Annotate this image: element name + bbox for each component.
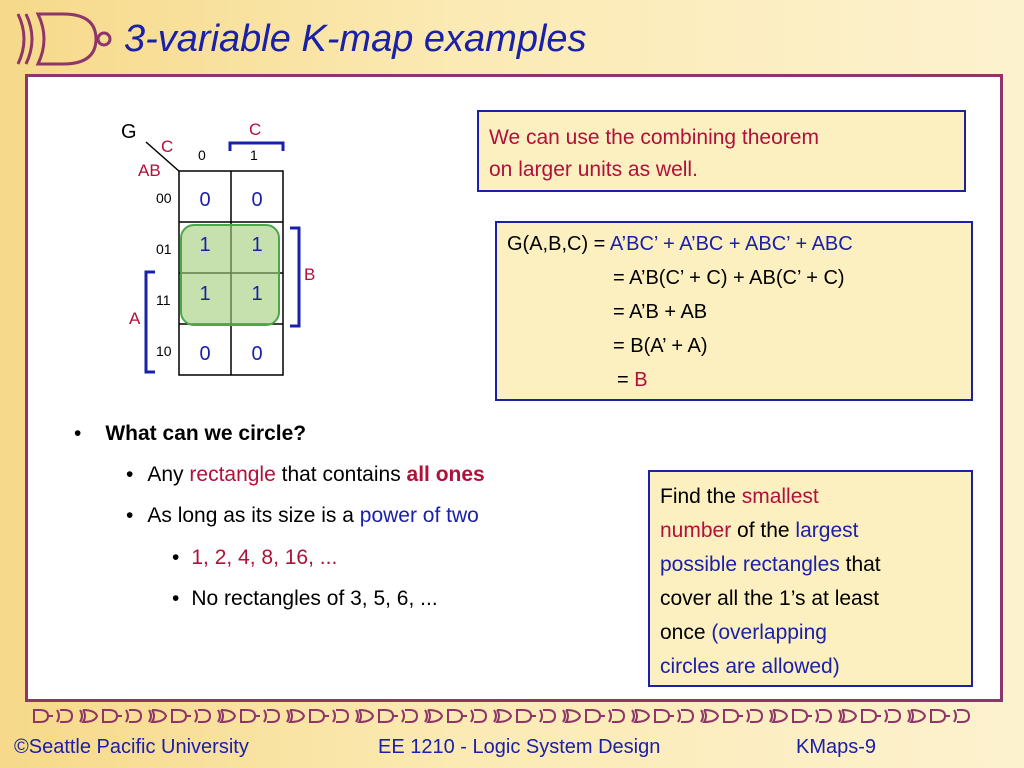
note-line: circles are allowed)	[660, 655, 840, 678]
equation-line: = A’B(C’ + C) + AB(C’ + C)	[613, 267, 845, 289]
note-line: on larger units as well.	[489, 158, 698, 181]
footer-page-number: KMaps-9	[796, 736, 877, 758]
equation-line: = A’B + AB	[613, 301, 708, 323]
kmap-bracket-label-b: B	[304, 265, 316, 284]
kmap-cell: 0	[199, 188, 211, 211]
note-line: once (overlapping	[660, 621, 827, 644]
kmap-var-ab: AB	[138, 161, 161, 180]
kmap-a-bracket	[143, 270, 157, 376]
bullet-subitem: • 1, 2, 4, 8, 16, ...	[172, 546, 338, 569]
kmap-func-name: G	[121, 121, 137, 143]
kmap-row-label-00: 00	[156, 190, 172, 206]
equation-box	[495, 221, 973, 401]
note-line: cover all the 1’s at least	[660, 587, 880, 610]
note-line: possible rectangles that	[660, 553, 881, 576]
note-line: Find the smallest	[660, 485, 819, 508]
equation-line: = B	[617, 369, 648, 391]
bullet-item: • Any rectangle that contains all ones	[126, 463, 485, 486]
kmap-col-label-1: 1	[250, 147, 258, 163]
bullet-question: • What can we circle?	[74, 422, 307, 445]
bullet-item: • As long as its size is a power of two	[126, 504, 479, 527]
kmap-c-bracket	[228, 140, 288, 152]
equation-line: = B(A’ + A)	[613, 335, 708, 357]
note-line: number of the largest	[660, 519, 859, 542]
note-line: We can use the combining theorem	[489, 126, 819, 149]
logic-gate-row-icon	[0, 700, 1024, 730]
page-title: 3-variable K-map examples	[124, 18, 587, 60]
kmap-row-label-01: 01	[156, 241, 172, 257]
logic-gate-logo-icon	[8, 8, 118, 70]
kmap-var-c: C	[161, 137, 174, 156]
bullet-subitem: • No rectangles of 3, 5, 6, ...	[172, 587, 438, 610]
kmap-cell: 0	[199, 342, 211, 365]
footer-course: EE 1210 - Logic System Design	[378, 736, 661, 758]
kmap-col-header-c: C	[249, 120, 262, 139]
equation-line: G(A,B,C) = A’BC’ + A’BC + ABC’ + ABC	[507, 233, 853, 255]
kmap-bracket-label-a: A	[129, 309, 141, 328]
kmap-col-label-0: 0	[198, 147, 206, 163]
note-combining-theorem	[477, 110, 966, 192]
kmap-row-label-10: 10	[156, 343, 172, 359]
kmap-cell: 1	[251, 282, 263, 305]
kmap-cell: 0	[251, 342, 263, 365]
kmap-cell: 0	[251, 188, 263, 211]
footer-copyright: ©Seattle Pacific University	[14, 736, 249, 758]
kmap-row-label-11: 11	[156, 292, 171, 308]
kmap-cell: 1	[251, 233, 263, 256]
kmap-b-bracket	[288, 226, 302, 330]
kmap-cell: 1	[199, 233, 211, 256]
kmap-cell: 1	[199, 282, 211, 305]
note-smallest-rectangles	[648, 470, 973, 687]
